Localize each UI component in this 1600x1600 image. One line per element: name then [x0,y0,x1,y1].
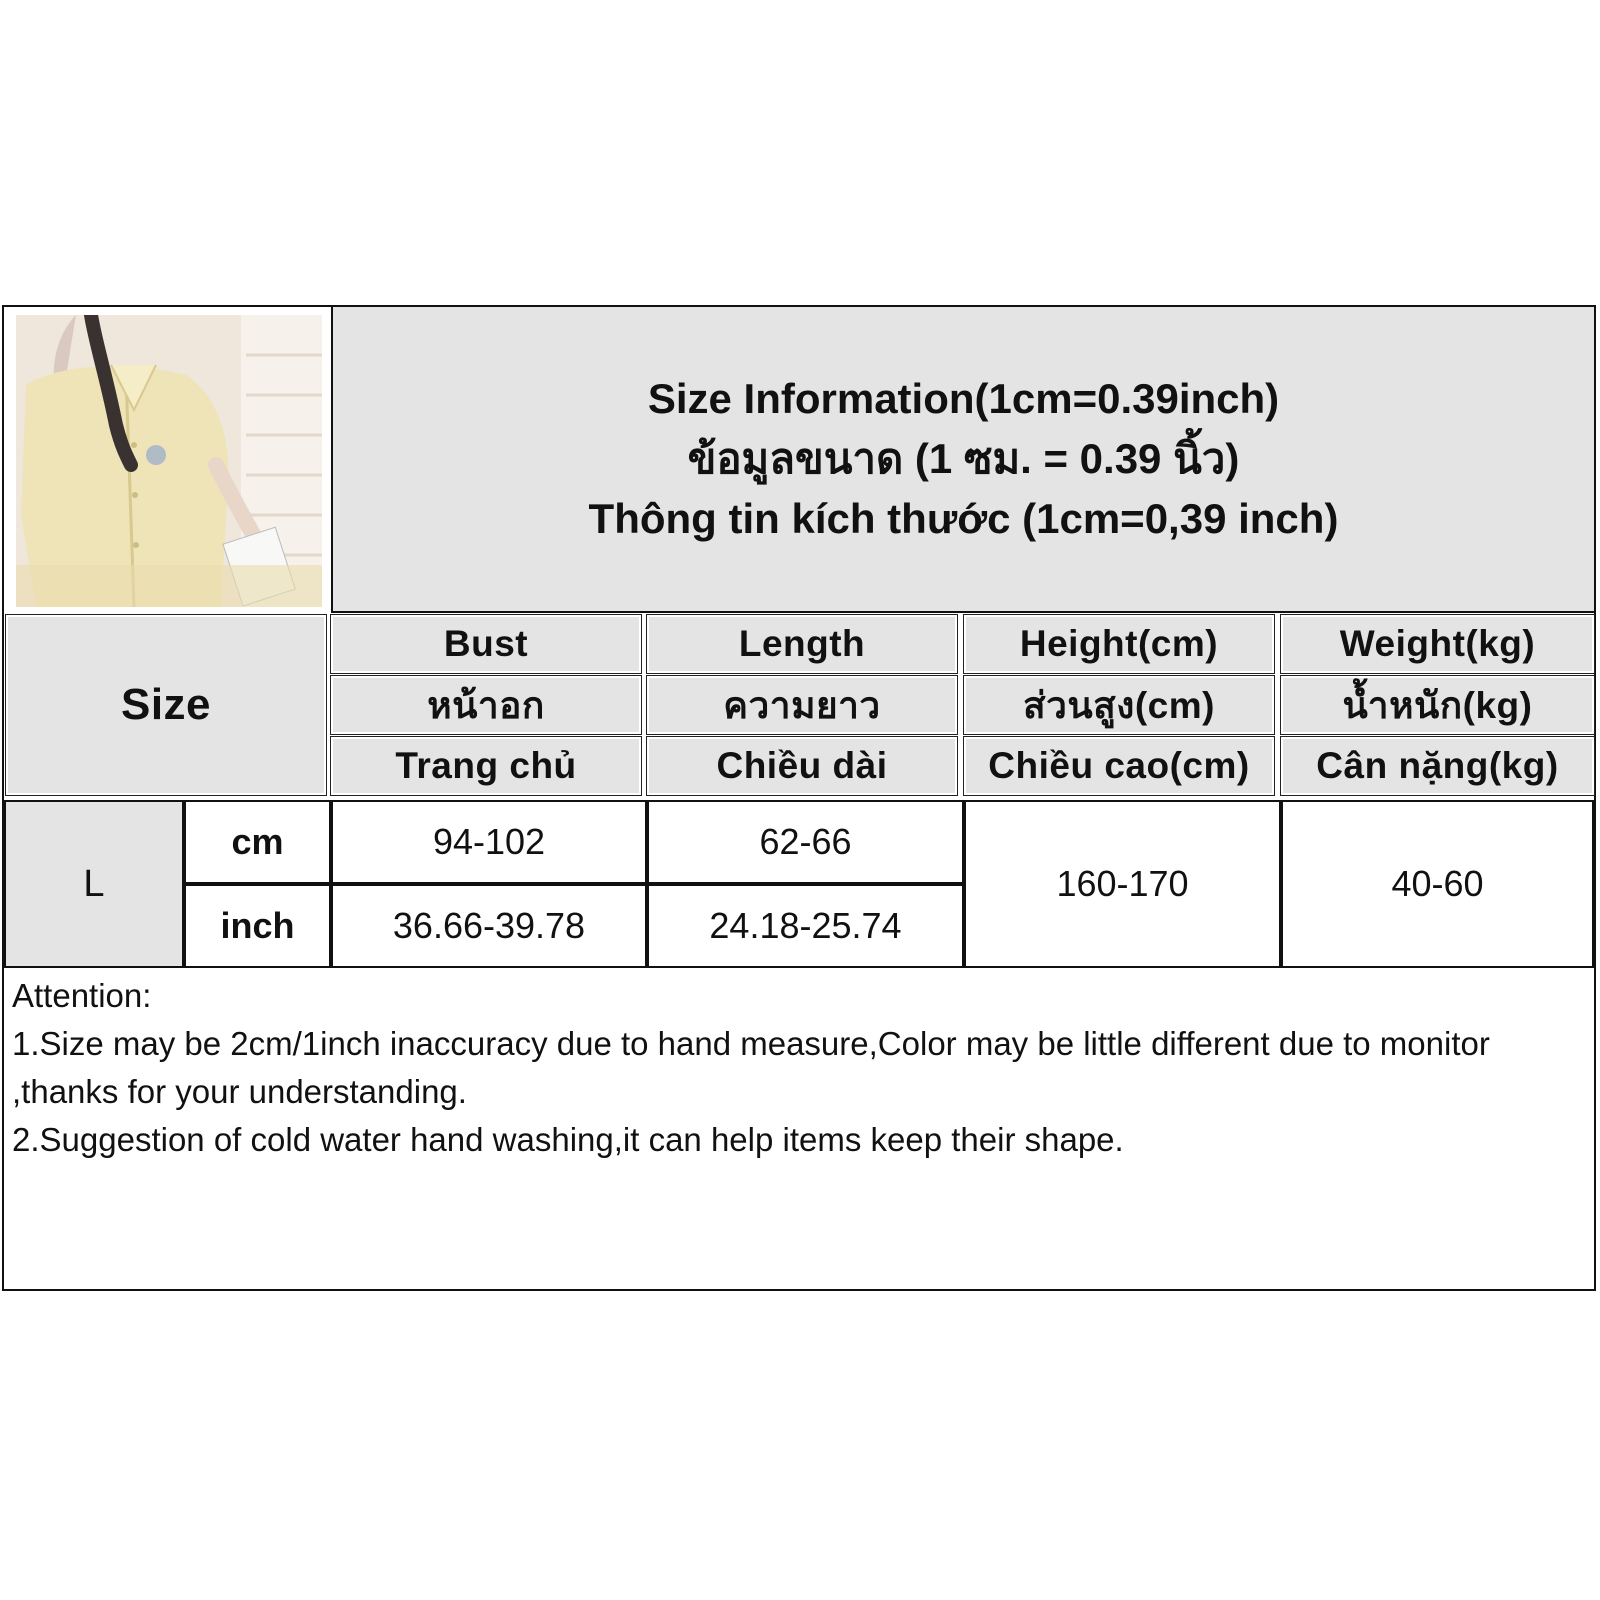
bust-inch-value: 36.66-39.78 [331,884,647,968]
unit-inch-label: inch [184,884,331,968]
unit-cm-label: cm [184,800,331,884]
attention-heading: Attention: [12,977,152,1014]
header-weight-en: Weight(kg) [1281,615,1594,673]
attention-item-2: 2.Suggestion of cold water hand washing,it can help items keep their shape. [12,1121,1124,1158]
title-thai: ข้อมูลขนาด (1 ซม. = 0.39 นิ้ว) [687,435,1240,482]
size-header-label: Size [120,680,212,729]
size-value-label: L [83,862,105,905]
size-chart-sheet [2,305,1596,1291]
weight-value: 40-60 [1281,800,1594,968]
header-bust-th: หน้าอก [331,676,641,734]
header-length-vi: Chiều dài [647,737,957,795]
header-height-vi: Chiều cao(cm) [964,737,1274,795]
product-photo-illustration [16,315,322,607]
title-box [331,307,1594,613]
size-value-l [4,800,184,968]
header-bust-en: Bust [331,615,641,673]
bust-cm-value: 94-102 [331,800,647,884]
length-cm-value: 62-66 [647,800,964,884]
header-height-en: Height(cm) [964,615,1274,673]
header-height-th: ส่วนสูง(cm) [964,676,1274,734]
header-weight-th: น้ำหนัก(kg) [1281,676,1594,734]
header-length-th: ความยาว [647,676,957,734]
size-header [6,615,326,795]
product-photo [16,315,322,607]
length-inch-value: 24.18-25.74 [647,884,964,968]
header-bust-vi: Trang chủ [331,737,641,795]
attention-item-1: 1.Size may be 2cm/1inch inaccuracy due to hand measure,Color may be little different due to monitor ,thanks for your understanding. [12,1025,1490,1110]
height-value: 160-170 [964,800,1281,968]
attention-notes [4,968,1594,1289]
title-vietnamese: Thông tin kích thước (1cm=0,39 inch) [588,495,1339,542]
header-length-en: Length [647,615,957,673]
header-weight-vi: Cân nặng(kg) [1281,737,1594,795]
title-english: Size Information(1cm=0.39inch) [647,375,1280,422]
